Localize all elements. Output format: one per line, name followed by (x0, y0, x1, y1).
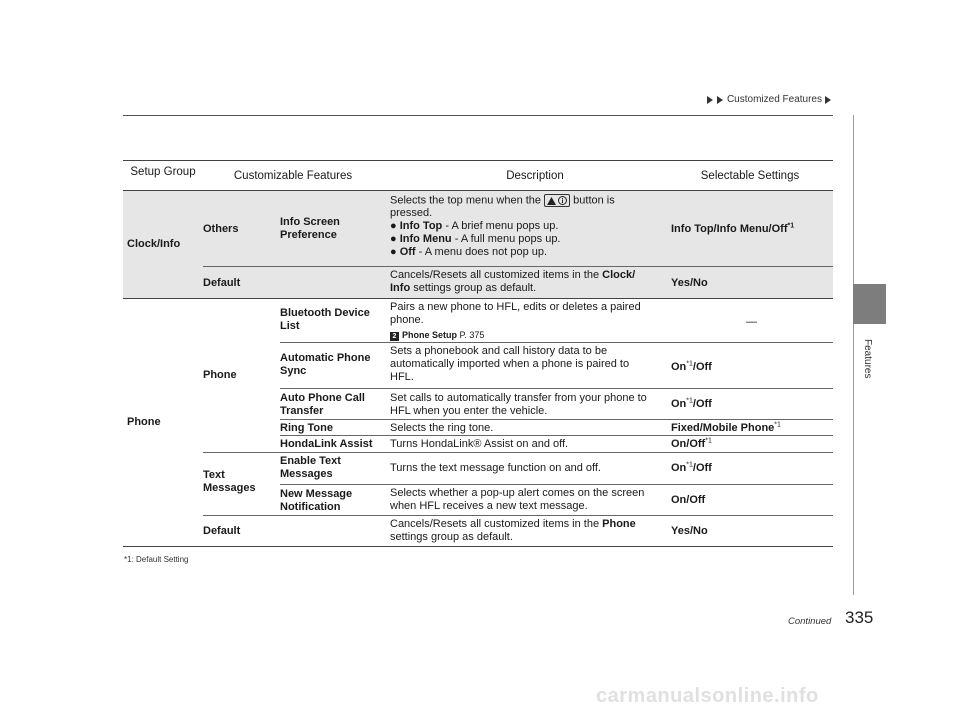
feature-hondalink-assist: HondaLink Assist (280, 438, 373, 450)
feature-enable-text-messages: Enable Text Messages (280, 455, 341, 480)
table-bottom-rule (123, 546, 833, 547)
row-rule (203, 515, 833, 516)
subgroup-text-messages: Text Messages (203, 469, 256, 494)
feature-bluetooth-device-list: Bluetooth Device List (280, 307, 370, 332)
settings-default-clock: Yes/No (671, 277, 708, 289)
feature-default-clock: Default (203, 277, 241, 289)
row-rule (203, 452, 833, 453)
description-info-screen: Selects the top menu when the button is pressed. ● Info Top - A brief menu pops up. ● Info Menu - A full menu pops up. ● Off - A menu does not pop up. (390, 194, 615, 259)
description-ring-tone: Selects the ring tone. (390, 422, 494, 434)
feature-auto-phone-call-transfer: Auto Phone Call Transfer (280, 392, 365, 417)
subgroup-others: Others (203, 223, 239, 235)
description-default-phone: Cancels/Resets all customized items in the Phone settings group as default. (390, 518, 636, 543)
subgroup-phone: Phone (203, 369, 237, 381)
breadcrumb-label: Customized Features (726, 94, 822, 105)
watermark: carmanualsonline.info (596, 685, 819, 707)
description-new-message-notification: Selects whether a pop-up alert comes on the screen when HFL receives a new text message. (390, 487, 645, 512)
row-rule (280, 435, 833, 436)
row-rule (203, 266, 833, 267)
description-bluetooth: Pairs a new phone to HFL, edits or deletes a paired phone. 2 Phone Setup P. 375 (390, 301, 665, 342)
group-clock-info: Clock/Info (127, 238, 181, 250)
section-tab-label[interactable]: Features (862, 339, 873, 379)
group-phone: Phone (127, 416, 161, 428)
description-auto-phone-call-transfer: Set calls to automatically transfer from your phone to HFL when you enter the vehicle. (390, 392, 647, 417)
settings-hondalink-assist: On/Off$^{*1}$ (671, 437, 712, 450)
settings-automatic-phone-sync: On$^{*1}$/Off (671, 360, 712, 373)
row-rule (280, 484, 833, 485)
feature-ring-tone: Ring Tone (280, 422, 333, 434)
triangle-right-icon (717, 96, 723, 104)
description-enable-text-messages: Turns the text message function on and off. (390, 462, 601, 474)
feature-info-screen-preference: Info Screen Preference (280, 216, 340, 241)
side-divider (853, 115, 854, 595)
footnote: *1: Default Setting (124, 555, 189, 564)
settings-default-phone: Yes/No (671, 525, 708, 537)
row-rule (280, 388, 833, 389)
group-rule (123, 298, 833, 299)
info-button-icon (544, 194, 570, 207)
settings-bluetooth: — (746, 316, 757, 328)
settings-auto-phone-call-transfer: On$^{*1}$/Off (671, 397, 712, 410)
header-rule (123, 115, 833, 116)
settings-new-message-notification: On/Off (671, 494, 706, 506)
row-rule (280, 419, 833, 420)
settings-enable-text-messages: On$^{*1}$/Off (671, 461, 712, 474)
settings-ring-tone: Fixed/Mobile Phone$^{*1}$ (671, 421, 781, 434)
description-default-clock: Cancels/Resets all customized items in the Clock/ Info settings group as default. (390, 269, 636, 294)
settings-info-screen: Info Top/Info Menu/Off$^{*1}$ (671, 222, 795, 235)
feature-new-message-notification: New Message Notification (280, 488, 353, 513)
reference-link[interactable]: 2 Phone Setup P. 375 (390, 329, 665, 342)
reference-arrow-icon: 2 (390, 332, 399, 341)
page-number: 335 (845, 608, 874, 627)
row-rule (280, 342, 833, 343)
feature-default-phone: Default (203, 525, 241, 537)
column-header-setup-group: Setup Group (130, 166, 196, 178)
breadcrumb[interactable] (707, 94, 832, 105)
column-header-selectable-settings: Selectable Settings (700, 170, 800, 182)
section-tab-marker (853, 284, 886, 324)
description-hondalink-assist: Turns HondaLink® Assist on and off. (390, 438, 569, 450)
description-automatic-phone-sync: Sets a phonebook and call history data to be automatically imported when a phone is paired to HFL. (390, 345, 630, 383)
continued-label: Continued (788, 616, 832, 627)
feature-automatic-phone-sync: Automatic Phone Sync (280, 352, 371, 377)
column-header-customizable-features: Customizable Features (233, 170, 353, 182)
triangle-right-icon (707, 96, 713, 104)
triangle-right-icon (825, 96, 831, 104)
column-header-description: Description (506, 170, 564, 182)
table-top-rule (123, 160, 833, 161)
